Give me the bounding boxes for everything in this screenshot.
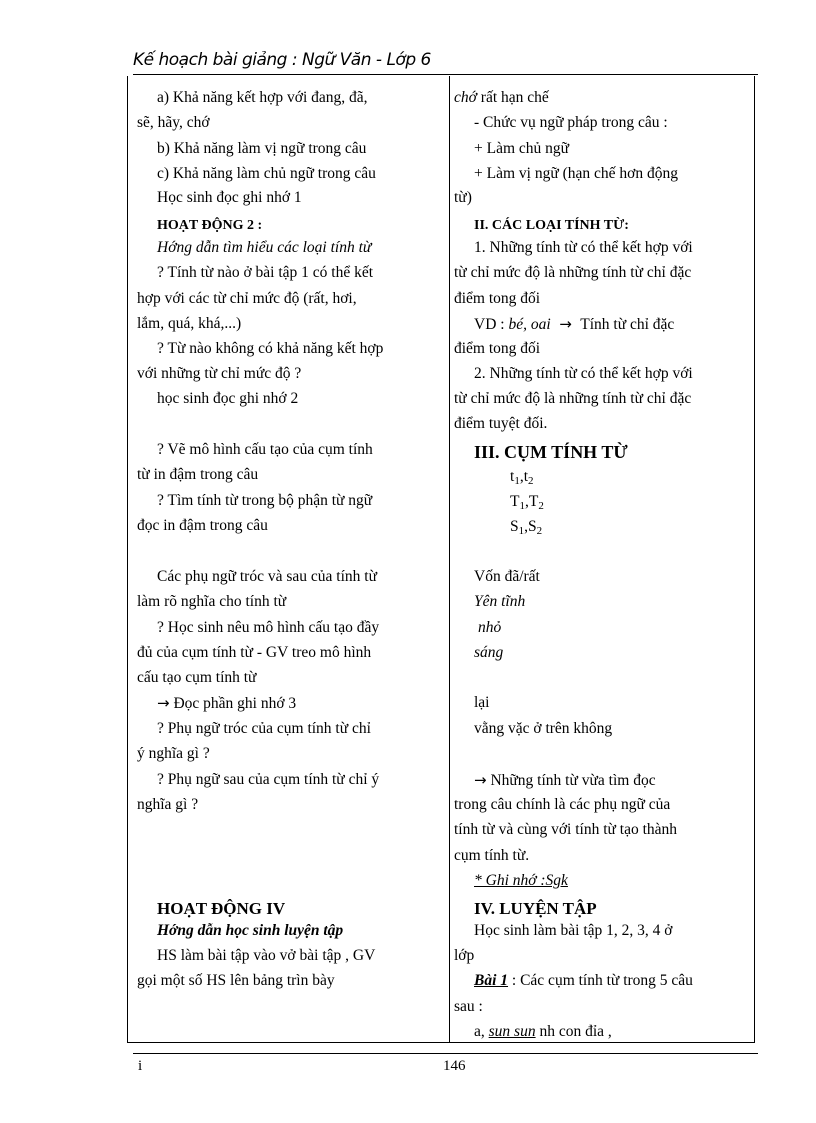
left-line: đọc in đậm trong câu: [137, 517, 268, 534]
model-text: t: [510, 468, 515, 485]
right-line: tính từ và cùng với tính từ tạo thành: [454, 821, 678, 838]
right-line: điểm tong đối: [454, 290, 541, 307]
right-line: - Chức vụ ngữ pháp trong câu :: [474, 114, 668, 131]
arrow-right-icon: →: [474, 771, 487, 789]
right-line-italic: chớ: [454, 89, 477, 106]
right-line: trong câu chính là các phụ ngữ của: [454, 796, 671, 813]
right-line: [474, 314, 674, 335]
left-line: sẽ, hãy, chớ: [137, 114, 210, 131]
left-line: gọi một số HS lên bảng trìn bày: [137, 972, 335, 989]
left-line: nghĩa gì ?: [137, 796, 199, 813]
right-line: sau :: [454, 998, 483, 1015]
right-line: [474, 971, 693, 991]
arrow-right-icon: →: [554, 315, 577, 333]
note-link: * Ghi nhớ :Sgk: [474, 872, 568, 889]
right-line-text: rất hạn chế: [476, 89, 549, 106]
left-line: ? Tìm tính từ trong bộ phận từ ngữ: [157, 492, 373, 509]
right-line: lớp: [454, 947, 475, 964]
section-subheading: Hớng dẫn học sinh luyện tập: [157, 922, 344, 939]
left-line: HS làm bài tập vào vở bài tập , GV: [157, 947, 376, 964]
left-line: hợp với các từ chỉ mức độ (rất, hơi,: [137, 290, 357, 307]
section-subheading: Hớng dẫn tìm hiểu các loại tính từ: [157, 239, 372, 256]
left-line: b) Khả năng làm vị ngữ trong câu: [157, 140, 367, 157]
right-line-italic: sun sun: [488, 1023, 536, 1040]
left-line: học sinh đọc ghi nhớ 2: [157, 390, 299, 407]
footer-rule: [133, 1053, 758, 1054]
section-heading: IV. LUYỆN TẬP: [474, 899, 597, 918]
right-line-text: nh con đỉa ,: [535, 1023, 612, 1040]
right-line: + Làm chủ ngữ: [474, 140, 570, 157]
table-column-divider: [449, 76, 450, 1043]
left-line: ? Tính từ nào ở bài tập 1 có thể kết: [157, 264, 374, 281]
header-rule: [133, 74, 758, 75]
model-sub: 2: [528, 475, 534, 487]
right-line: sáng: [474, 644, 504, 661]
right-line: từ chỉ mức độ là những tính từ chỉ đặc: [454, 390, 692, 407]
model-text: S: [510, 518, 519, 535]
exercise-label: Bài 1: [474, 972, 509, 989]
page-header-title: Kế hoạch bài giảng : Ngữ Văn - Lớp 6: [133, 50, 431, 70]
model-sub: 1: [519, 500, 525, 512]
right-line: Học sinh làm bài tập 1, 2, 3, 4 ở: [474, 922, 673, 939]
left-line: ? Phụ ngữ tróc của cụm tính từ chỉ: [157, 720, 371, 737]
right-line-text: Tính từ chỉ đặc: [580, 316, 675, 333]
model-sub: 1: [514, 475, 520, 487]
right-line: lại: [474, 694, 490, 711]
right-line: điểm tuyệt đối.: [454, 415, 548, 432]
model-text: ,S: [524, 518, 537, 535]
right-line-text: : Các cụm tính từ trong 5 câu: [508, 972, 693, 989]
table-border-right: [754, 76, 755, 1043]
right-line: điểm tong đối: [454, 340, 541, 357]
section-heading: HOẠT ĐỘNG IV: [157, 899, 286, 918]
right-line: + Làm vị ngữ (hạn chế hơn động: [474, 165, 678, 182]
model-sub: 1: [518, 525, 525, 537]
right-line: [454, 88, 549, 108]
right-line-text: a,: [474, 1023, 489, 1040]
right-line: Yên tĩnh: [474, 593, 526, 610]
right-line: [474, 770, 656, 791]
right-line: nhỏ: [478, 619, 502, 636]
left-line: cấu tạo cụm tính từ: [137, 669, 257, 686]
left-line: từ in đậm trong câu: [137, 466, 259, 483]
right-line: cụm tính từ.: [454, 847, 530, 864]
section-heading: II. CÁC LOẠI TÍNH TỪ:: [474, 218, 629, 233]
right-line: 2. Những tính từ có thể kết hợp với: [474, 365, 693, 382]
table-border-bottom: [127, 1042, 755, 1043]
left-line: với những từ chỉ mức độ ?: [137, 365, 302, 382]
right-line: từ chỉ mức độ là những tính từ chỉ đặc: [454, 264, 692, 281]
left-line: Các phụ ngữ tróc và sau của tính từ: [157, 568, 377, 585]
right-line-text: VD :: [474, 316, 509, 333]
left-line: ? Học sinh nêu mô hình cấu tạo đầy: [157, 619, 380, 636]
model-text: ,t: [519, 468, 528, 485]
left-line: [157, 693, 296, 714]
model-text: T: [510, 493, 520, 510]
right-line: Vốn đã/rất: [474, 568, 540, 585]
page-number: 146: [443, 1058, 466, 1074]
right-line: [474, 1022, 612, 1042]
left-line: lắm, quá, khá,...): [137, 315, 242, 332]
right-line: vằng vặc ở trên không: [474, 720, 613, 737]
arrow-right-icon: →: [157, 694, 170, 712]
left-line: c) Khả năng làm chủ ngữ trong câu: [157, 165, 376, 182]
table-border-left: [127, 76, 128, 1043]
left-line-text: Đọc phần ghi nhớ 3: [173, 695, 297, 712]
model-label: [510, 467, 534, 491]
model-text: ,T: [524, 493, 539, 510]
model-label: [510, 492, 544, 516]
left-line: ý nghĩa gì ?: [137, 745, 210, 762]
left-line: đủ của cụm tính từ - GV treo mô hình: [137, 644, 372, 661]
section-heading: HOẠT ĐỘNG 2 :: [157, 218, 263, 233]
model-sub: 2: [538, 500, 544, 512]
model-sub: 2: [536, 525, 543, 537]
left-line: Học sinh đọc ghi nhớ 1: [157, 189, 302, 206]
right-line-italic: bé, oai: [508, 316, 551, 333]
right-line: 1. Những tính từ có thể kết hợp với: [474, 239, 693, 256]
right-line: từ): [454, 189, 472, 206]
left-line: làm rõ nghĩa cho tính từ: [137, 593, 287, 610]
footer-left-mark: i: [138, 1058, 143, 1074]
right-line-text: Những tính từ vừa tìm đọc: [490, 772, 656, 789]
left-line: ? Từ nào không có khả năng kết hợp: [157, 340, 384, 357]
model-label: [510, 517, 542, 541]
section-heading: III. CỤM TÍNH TỪ: [474, 442, 628, 462]
left-line: ? Vẽ mô hình cấu tạo của cụm tính: [157, 441, 373, 458]
left-line: a) Khả năng kết hợp với đang, đã,: [157, 89, 368, 106]
left-line: ? Phụ ngữ sau của cụm tính từ chỉ ý: [157, 771, 380, 788]
